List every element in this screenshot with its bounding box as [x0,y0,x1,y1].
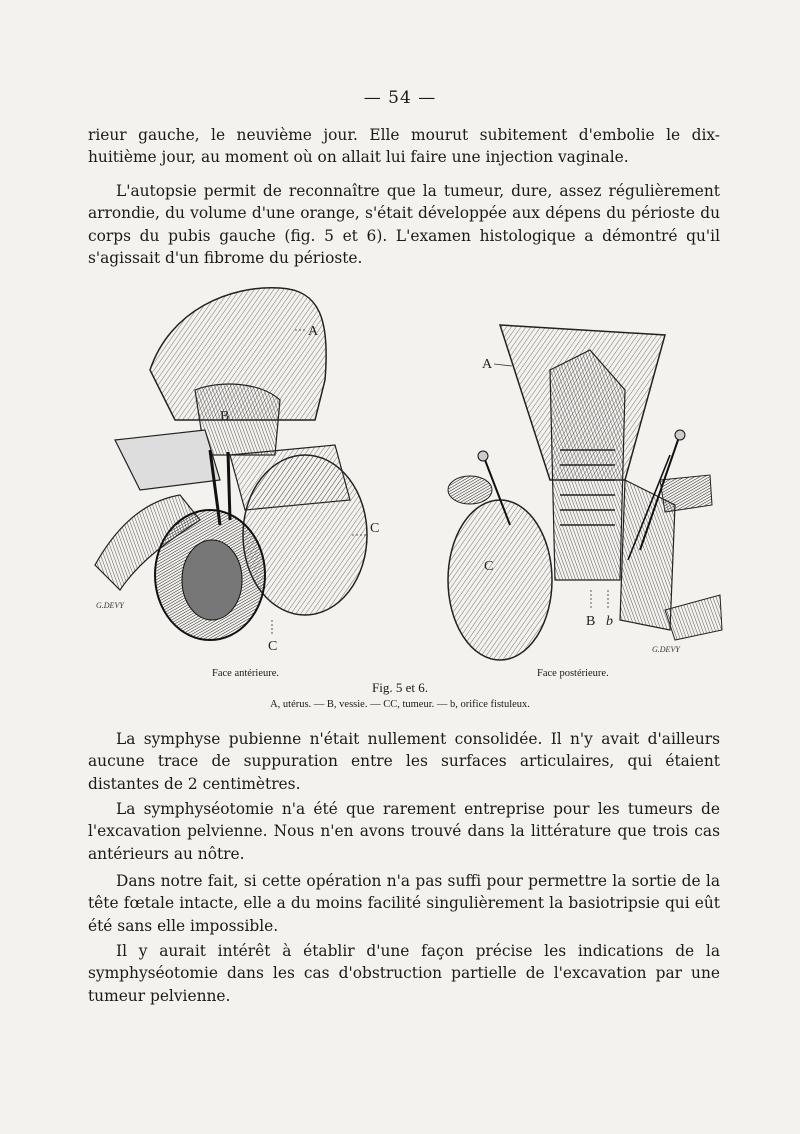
figure-illustrations [80,280,730,700]
left-signature: G.DEVY [96,601,124,610]
left-label-c-bottom: C [268,639,278,654]
figure-legend: A, utérus. — B, vessie. — CC, tumeur. — b, orifice fistuleux. [270,699,530,710]
right-label-c: C [484,559,494,574]
paragraph-1: rieur gauche, le neuvième jour. Elle mourut subitement d'embolie le dix-huitième jour, au moment où on allait lui faire une injection vaginale. [88,126,720,167]
anatomical-engraving [80,280,730,700]
left-label-a: A [308,324,319,339]
paragraph-2: L'autopsie permit de reconnaître que la tumeur, dure, assez régulièrement arrondie, du volume d'une orange, s'était développée aux dépens du périoste du corps du pubis gauche (fig. 5 et 6). L'examen histologique a démontré qu'il s'agissait d'un fibrome du périoste. [88,182,720,268]
right-signature: G.DEVY [652,645,680,654]
paragraph-4: La symphyséotomie n'a été que rarement entreprise pour les tumeurs de l'excavation pelvienne. Nous n'en avons trouvé dans la littérature que trois cas antérieurs au nôtre. [88,800,720,863]
paragraph-5: Dans notre fait, si cette opération n'a pas suffi pour permettre la sortie de la tête fœtale intacte, elle a du moins facilité singulièrement la basiotripsie qui eût été sans elle impossible. [88,872,720,935]
right-figure-caption: Face postérieure. [537,668,609,679]
left-label-b: B [220,409,230,424]
paragraph-3: La symphyse pubienne n'était nullement consolidée. Il n'y avait d'ailleurs aucune trace de suppuration entre les surfaces articulaires, qui étaient distantes de 2 centimètres. [88,730,720,793]
left-figure [95,288,379,654]
paragraph-6: Il y aurait intérêt à établir d'une façon précise les indications de la symphyséotomie dans les cas d'obstruction partielle de l'excavation par une tumeur pelvienne. [88,942,720,1005]
right-figure [448,325,722,660]
left-label-c-side: C [370,521,380,536]
right-label-a: A [482,357,493,372]
left-figure-caption: Face antérieure. [212,668,280,679]
right-label-b: B [586,614,596,629]
figure-title: Fig. 5 et 6. [372,680,428,695]
page-number: — 54 — [363,88,437,108]
right-label-b-small: b [606,614,613,629]
